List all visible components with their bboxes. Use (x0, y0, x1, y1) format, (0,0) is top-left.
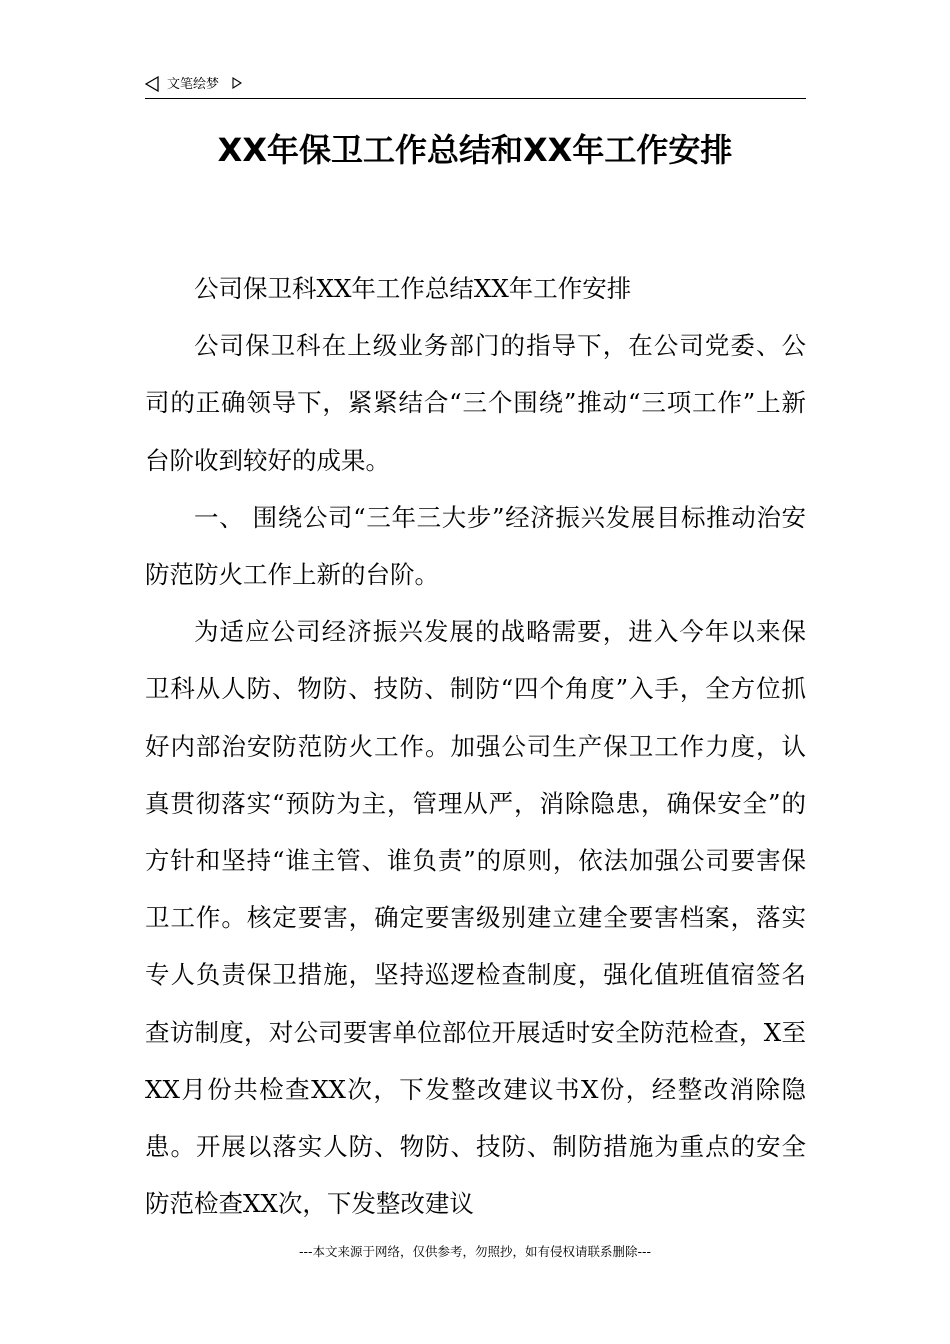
paragraph: 一、 围绕公司“三年三大步”经济振兴发展目标推动治安防范防火工作上新的台阶。 (145, 502, 806, 590)
triangle-right-icon (232, 77, 242, 89)
triangle-left-icon (145, 76, 159, 92)
paragraph: 为适应公司经济振兴发展的战略需要，进入今年以来保卫科从人防、物防、技防、制防“四个角度”入手，全方位抓好内部治安防范防火工作。加强公司生产保卫工作力度，认真贯彻落实“预防为主，管理从严，消除隐患，确保安全”的方针和坚持“谁主管、谁负责”的原则，依法加强公司要害保卫工作。核定要害，确定要害级别建立建全要害档案，落实专人负责保卫措施，坚持巡逻检查制度，强化值班值宿签名查访制度，对公司要害单位部位开展适时安全防范检查，X至XX月份共检查XX次，下发整改建议书X份，经整改消除隐患。开展以落实人防、物防、技防、制防措施为重点的安全防范检查XX次，下发整改建议 (145, 617, 806, 1219)
paragraph: 公司保卫科在上级业务部门的指导下，在公司党委、公司的正确领导下，紧紧结合“三个围绕”推动“三项工作”上新台阶收到较好的成果。 (145, 331, 806, 475)
paragraph: 公司保卫科XX年工作总结XX年工作安排 (194, 274, 632, 303)
document-body (145, 260, 806, 1232)
document-title: XX年保卫工作总结和XX年工作安排 (217, 131, 733, 169)
header-brand: 文笔绘梦 (167, 77, 220, 92)
footer-disclaimer: ---本文来源于网络，仅供参考，勿照抄，如有侵权请联系删除--- (298, 1244, 652, 1259)
page-header (145, 74, 806, 99)
